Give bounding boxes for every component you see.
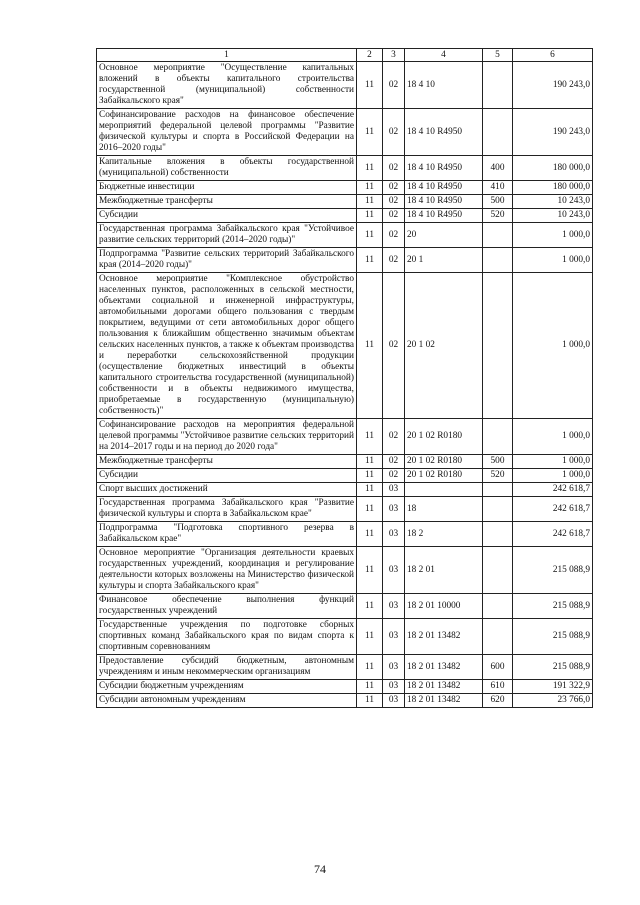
subsection-code: 02 — [383, 195, 405, 209]
expense-type — [483, 547, 513, 594]
table-row — [97, 680, 593, 694]
subsection-code: 03 — [383, 694, 405, 708]
target-article: 18 4 10 R4950 — [405, 109, 483, 156]
section-code: 11 — [357, 195, 383, 209]
item-name: Субсидии — [97, 209, 357, 223]
table-row — [97, 195, 593, 209]
header-col-5: 5 — [483, 49, 513, 62]
section-code: 11 — [357, 109, 383, 156]
subsection-code: 02 — [383, 223, 405, 248]
header-col-3: 3 — [383, 49, 405, 62]
subsection-code: 03 — [383, 483, 405, 497]
subsection-code: 02 — [383, 109, 405, 156]
target-article: 18 2 — [405, 522, 483, 547]
table-row — [97, 248, 593, 273]
expense-type: 600 — [483, 655, 513, 680]
expense-type: 520 — [483, 209, 513, 223]
expense-type: 500 — [483, 455, 513, 469]
subsection-code: 03 — [383, 522, 405, 547]
subsection-code: 02 — [383, 62, 405, 109]
table-header-row — [97, 49, 593, 62]
table-row — [97, 181, 593, 195]
expense-type: 400 — [483, 156, 513, 181]
table-row — [97, 223, 593, 248]
section-code: 11 — [357, 522, 383, 547]
amount: 215 088,9 — [513, 547, 593, 594]
expense-type: 610 — [483, 680, 513, 694]
amount: 190 243,0 — [513, 109, 593, 156]
target-article: 18 2 01 10000 — [405, 594, 483, 619]
item-name: Государственная программа Забайкальского края "Развитие физической культуры и спорта в Забайкальском крае" — [97, 497, 357, 522]
amount: 191 322,9 — [513, 680, 593, 694]
table-row — [97, 109, 593, 156]
header-col-1: 1 — [97, 49, 357, 62]
target-article: 18 4 10 R4950 — [405, 195, 483, 209]
amount: 1 000,0 — [513, 223, 593, 248]
target-article: 18 2 01 13482 — [405, 680, 483, 694]
amount: 10 243,0 — [513, 195, 593, 209]
target-article: 18 4 10 R4950 — [405, 181, 483, 195]
item-name: Основное мероприятие "Организация деятельности краевых государственных учреждений, координация и регулирование деятельности которых возложены на Министерство физической культуры и спорта Забайкальского края" — [97, 547, 357, 594]
target-article: 18 4 10 R4950 — [405, 209, 483, 223]
amount: 242 618,7 — [513, 497, 593, 522]
expense-type: 500 — [483, 195, 513, 209]
table-row — [97, 156, 593, 181]
section-code: 11 — [357, 694, 383, 708]
item-name: Основное мероприятие "Осуществление капитальных вложений в объекты капитального строительства государственной (муниципальной) собственности Забайкальского края" — [97, 62, 357, 109]
section-code: 11 — [357, 62, 383, 109]
table-row — [97, 694, 593, 708]
section-code: 11 — [357, 619, 383, 655]
target-article: 20 1 02 R0180 — [405, 469, 483, 483]
item-name: Подпрограмма "Подготовка спортивного резерва в Забайкальском крае" — [97, 522, 357, 547]
expense-type — [483, 62, 513, 109]
item-name: Основное мероприятие "Комплексное обустройство населенных пунктов, расположенных в сельской местности, объектами социальной и инженерной инфраструктуры, автомобильными дорогами общего пользования с твердым покрытием, ведущими от сети автомобильных дорог общего пользования к ближайшим общественно значимым объектам сельских населенных пунктов, а также к объектам производства и переработки сельскохозяйственной продукции (осуществление бюджетных инвестиций в объекты капитального строительства государственной (муниципальной) собственности и в объекты недвижимого имущества, приобретаемые в государственную (муниципальную) собственность)" — [97, 273, 357, 419]
section-code: 11 — [357, 469, 383, 483]
amount: 242 618,7 — [513, 522, 593, 547]
table-row — [97, 594, 593, 619]
section-code: 11 — [357, 594, 383, 619]
section-code: 11 — [357, 209, 383, 223]
expense-type — [483, 497, 513, 522]
expense-type — [483, 619, 513, 655]
section-code: 11 — [357, 483, 383, 497]
table-row — [97, 469, 593, 483]
subsection-code: 02 — [383, 209, 405, 223]
header-col-4: 4 — [405, 49, 483, 62]
expense-type — [483, 594, 513, 619]
subsection-code: 03 — [383, 680, 405, 694]
budget-page — [96, 48, 592, 708]
target-article: 18 4 10 R4950 — [405, 156, 483, 181]
subsection-code: 02 — [383, 455, 405, 469]
table-row — [97, 483, 593, 497]
subsection-code: 02 — [383, 181, 405, 195]
target-article: 18 2 01 13482 — [405, 655, 483, 680]
table-row — [97, 655, 593, 680]
target-article: 18 2 01 — [405, 547, 483, 594]
amount: 1 000,0 — [513, 248, 593, 273]
item-name: Межбюджетные трансферты — [97, 195, 357, 209]
item-name: Бюджетные инвестиции — [97, 181, 357, 195]
amount: 215 088,9 — [513, 619, 593, 655]
expense-type — [483, 248, 513, 273]
amount: 1 000,0 — [513, 273, 593, 419]
subsection-code: 03 — [383, 619, 405, 655]
expense-type: 520 — [483, 469, 513, 483]
item-name: Софинансирование расходов на мероприятия федеральной целевой программы "Устойчивое развитие сельских территорий на 2014–2017 годы и на период до 2020 года" — [97, 419, 357, 455]
expense-type — [483, 483, 513, 497]
amount: 1 000,0 — [513, 419, 593, 455]
item-name: Государственные учреждения по подготовке сборных спортивных команд Забайкальского края по видам спорта к спортивным соревнованиям — [97, 619, 357, 655]
amount: 180 000,0 — [513, 156, 593, 181]
expense-type — [483, 273, 513, 419]
target-article: 18 2 01 13482 — [405, 619, 483, 655]
amount: 1 000,0 — [513, 455, 593, 469]
table-row — [97, 62, 593, 109]
section-code: 11 — [357, 680, 383, 694]
expense-type — [483, 522, 513, 547]
table-row — [97, 497, 593, 522]
subsection-code: 02 — [383, 469, 405, 483]
target-article: 20 1 02 R0180 — [405, 419, 483, 455]
table-row — [97, 273, 593, 419]
subsection-code: 02 — [383, 273, 405, 419]
amount: 215 088,9 — [513, 655, 593, 680]
target-article: 20 1 02 R0180 — [405, 455, 483, 469]
expense-type — [483, 223, 513, 248]
expense-type — [483, 109, 513, 156]
item-name: Межбюджетные трансферты — [97, 455, 357, 469]
item-name: Софинансирование расходов на финансовое обеспечение мероприятий федеральной целевой программы "Развитие физической культуры и спорта в Российской Федерации на 2016–2020 годы" — [97, 109, 357, 156]
table-row — [97, 209, 593, 223]
subsection-code: 03 — [383, 547, 405, 594]
item-name: Субсидии бюджетным учреждениям — [97, 680, 357, 694]
amount: 215 088,9 — [513, 594, 593, 619]
target-article: 20 1 02 — [405, 273, 483, 419]
item-name: Предоставление субсидий бюджетным, автономным учреждениям и иным некоммерческим организациям — [97, 655, 357, 680]
amount: 180 000,0 — [513, 181, 593, 195]
expense-type: 410 — [483, 181, 513, 195]
section-code: 11 — [357, 223, 383, 248]
section-code: 11 — [357, 547, 383, 594]
target-article — [405, 483, 483, 497]
table-row — [97, 522, 593, 547]
budget-table — [96, 48, 593, 708]
subsection-code: 02 — [383, 156, 405, 181]
section-code: 11 — [357, 181, 383, 195]
section-code: 11 — [357, 248, 383, 273]
subsection-code: 03 — [383, 497, 405, 522]
item-name: Спорт высших достижений — [97, 483, 357, 497]
subsection-code: 02 — [383, 419, 405, 455]
section-code: 11 — [357, 273, 383, 419]
target-article: 18 4 10 — [405, 62, 483, 109]
amount: 1 000,0 — [513, 469, 593, 483]
section-code: 11 — [357, 497, 383, 522]
item-name: Субсидии — [97, 469, 357, 483]
subsection-code: 03 — [383, 655, 405, 680]
expense-type — [483, 419, 513, 455]
header-col-6: 6 — [513, 49, 593, 62]
section-code: 11 — [357, 419, 383, 455]
amount: 190 243,0 — [513, 62, 593, 109]
header-col-2: 2 — [357, 49, 383, 62]
section-code: 11 — [357, 655, 383, 680]
page-number: 74 — [314, 862, 326, 876]
item-name: Подпрограмма "Развитие сельских территорий Забайкальского края (2014–2020 годы)" — [97, 248, 357, 273]
item-name: Финансовое обеспечение выполнения функций государственных учреждений — [97, 594, 357, 619]
table-row — [97, 455, 593, 469]
amount: 23 766,0 — [513, 694, 593, 708]
subsection-code: 02 — [383, 248, 405, 273]
item-name: Государственная программа Забайкальского края "Устойчивое развитие сельских территорий (2014–2020 годы)" — [97, 223, 357, 248]
target-article: 18 2 01 13482 — [405, 694, 483, 708]
item-name: Капитальные вложения в объекты государственной (муниципальной) собственности — [97, 156, 357, 181]
table-body — [97, 62, 593, 708]
table-row — [97, 619, 593, 655]
expense-type: 620 — [483, 694, 513, 708]
subsection-code: 03 — [383, 594, 405, 619]
table-row — [97, 547, 593, 594]
target-article: 20 1 — [405, 248, 483, 273]
amount: 10 243,0 — [513, 209, 593, 223]
target-article: 20 — [405, 223, 483, 248]
table-row — [97, 419, 593, 455]
amount: 242 618,7 — [513, 483, 593, 497]
section-code: 11 — [357, 455, 383, 469]
item-name: Субсидии автономным учреждениям — [97, 694, 357, 708]
section-code: 11 — [357, 156, 383, 181]
target-article: 18 — [405, 497, 483, 522]
